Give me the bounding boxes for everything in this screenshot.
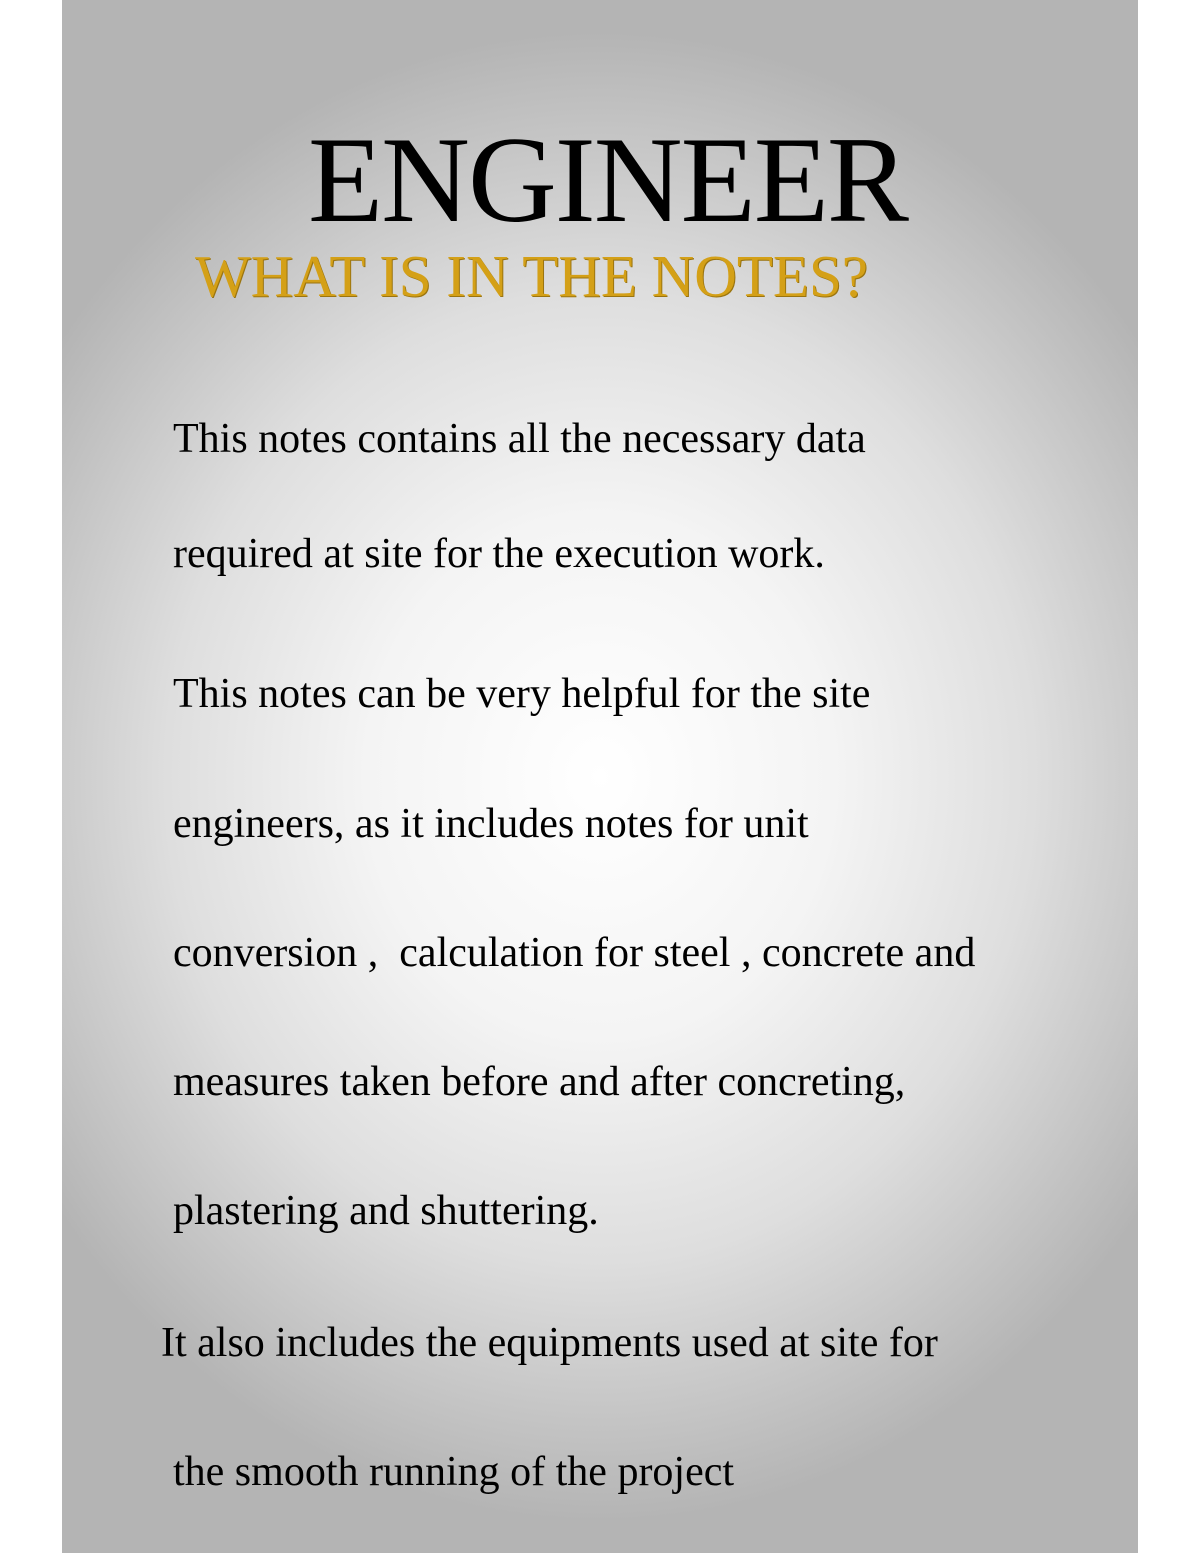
page-title: ENGINEER (308, 111, 907, 248)
body-line: It also includes the equipments used at site for (161, 1320, 938, 1366)
page-subtitle: WHAT IS IN THE NOTES? (195, 243, 868, 309)
body-line: engineers, as it includes notes for unit (173, 801, 809, 847)
body-line: measures taken before and after concreting, (173, 1059, 906, 1105)
body-line: plastering and shuttering. (173, 1188, 599, 1234)
body-line: required at site for the execution work. (173, 531, 825, 577)
body-line: This notes can be very helpful for the site (173, 671, 871, 717)
body-line: the smooth running of the project (173, 1449, 735, 1495)
document-page (62, 0, 1138, 1553)
body-line: conversion , calculation for steel , concrete and (173, 930, 976, 976)
body-line: This notes contains all the necessary data (173, 416, 866, 462)
